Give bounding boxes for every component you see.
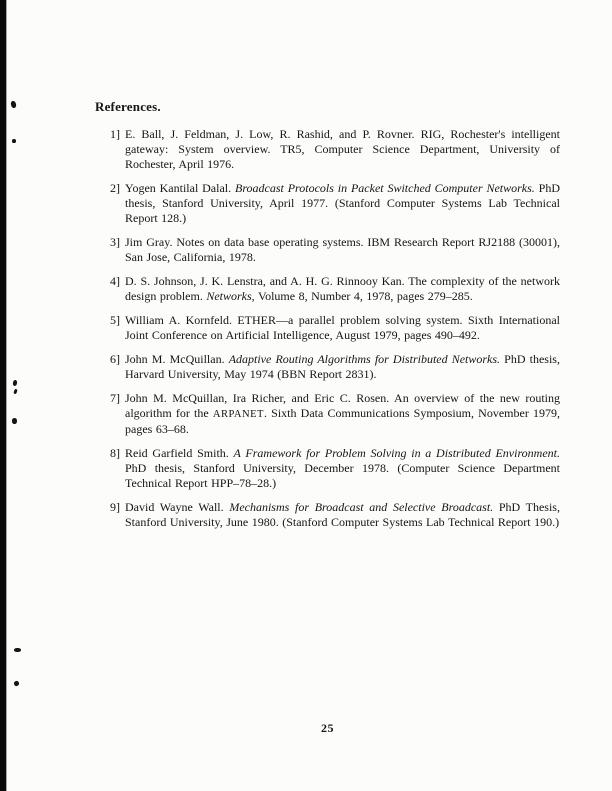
ink-mark [13, 380, 18, 387]
ink-mark [12, 139, 16, 143]
reference-text: John M. McQuillan. Adaptive Routing Algorithms for Distributed Networks. PhD thesis, Harvard University, May 1974 (BBN Report 2831). [125, 352, 560, 381]
reference-entry [95, 235, 560, 265]
reference-text: Jim Gray. Notes on data base operating systems. IBM Research Report RJ2188 (30001), San Jose, California, 1978. [125, 235, 560, 264]
reference-entry [95, 127, 560, 172]
reference-entry [95, 446, 560, 491]
references-section [95, 99, 560, 539]
reference-number: 8] [110, 446, 120, 460]
reference-text: David Wayne Wall. Mechanisms for Broadcast and Selective Broadcast. PhD Thesis, Stanford University, June 1980. (Stanford Computer Systems Lab Technical Report 190.) [125, 500, 560, 529]
reference-text: Yogen Kantilal Dalal. Broadcast Protocols in Packet Switched Computer Networks. PhD thesis, Stanford University, April 1977. (Stanford Computer Systems Lab Technical Report 128.) [125, 181, 560, 225]
reference-text: William A. Kornfeld. ETHER—a parallel problem solving system. Sixth International Joint Conference on Artificial Intelligence, August 1979, pages 490–492. [125, 313, 560, 342]
reference-number: 7] [110, 391, 120, 405]
reference-entry [95, 274, 560, 304]
reference-number: 1] [110, 127, 120, 141]
reference-number: 3] [110, 235, 120, 249]
page-number: 25 [321, 721, 334, 735]
reference-entry [95, 500, 560, 530]
reference-number: 9] [110, 500, 120, 514]
ink-mark [13, 680, 20, 687]
reference-text: D. S. Johnson, J. K. Lenstra, and A. H. G. Rinnooy Kan. The complexity of the network design problem. Networks, Volume 8, Number 4, 1978, pages 279–285. [125, 274, 560, 303]
reference-text: Reid Garfield Smith. A Framework for Problem Solving in a Distributed Environment. PhD thesis, Stanford University, December 1978. (Computer Science Department Technical Report HPP–78–28.) [125, 446, 560, 490]
ink-mark [12, 418, 17, 424]
reference-number: 5] [110, 313, 120, 327]
reference-number: 4] [110, 274, 120, 288]
reference-entry [95, 181, 560, 226]
ink-mark [14, 648, 21, 652]
reference-list [95, 127, 560, 530]
ink-mark [13, 389, 18, 395]
reference-number: 2] [110, 181, 120, 195]
reference-entry [95, 391, 560, 437]
reference-entry [95, 313, 560, 343]
scan-spine-bar [0, 0, 6, 791]
ink-mark [10, 100, 17, 108]
reference-entry [95, 352, 560, 382]
references-heading: References. [95, 99, 161, 114]
reference-text: John M. McQuillan, Ira Richer, and Eric C. Rosen. An overview of the new routing algorithm for the ARPANET. Sixth Data Communications Symposium, November 1979, pages 63–68. [125, 391, 561, 436]
reference-text: E. Ball, J. Feldman, J. Low, R. Rashid, and P. Rovner. RIG, Rochester's intelligent gateway: System overview. TR5, Computer Science Department, University of Rochester, April 1976. [125, 127, 560, 171]
reference-number: 6] [110, 352, 120, 366]
